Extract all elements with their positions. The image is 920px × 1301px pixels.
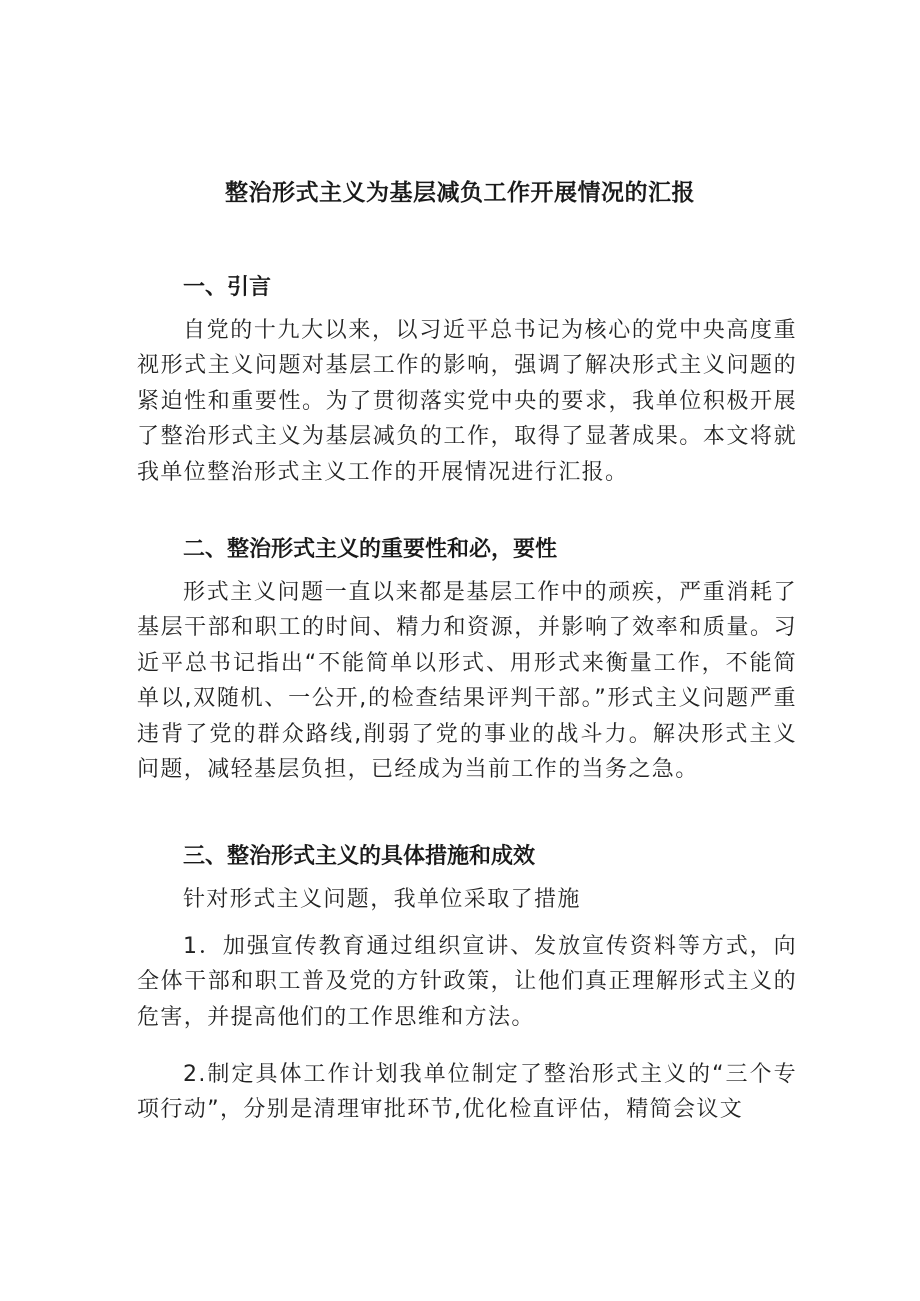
section-heading-introduction: 一、引言 xyxy=(183,275,272,300)
measures-intro-paragraph: 针对形式主义问题，我单位采取了措施 xyxy=(183,887,581,912)
measure-item-2: 2.制定具体工作计划我单位制定了整治形式主义的“三个专项行动”，分别是清理审批环节,优化检直评估，精简会议文 xyxy=(137,1062,797,1123)
section-heading-importance: 二、整治形式主义的重要性和必，要性 xyxy=(183,537,558,562)
introduction-paragraph: 自党的十九大以来，以习近平总书记为核心的党中央高度重视形式主义问题对基层工作的影响，强调了解决形式主义问题的紧迫性和重要性。为了贯彻落实党中央的要求，我单位积极开展了整治形式主义为基层减负的工作，取得了显著成果。本文将就我单位整治形式主义工作的开展情况进行汇报。 xyxy=(137,318,797,485)
importance-paragraph: 形式主义问题一直以来都是基层工作中的顽疾，严重消耗了基层干部和职工的时间、精力和资源，并影响了效率和质量。习近平总书记指出“不能简单以形式、用形式来衡量工作，不能简单以,双随机、一公开,的检查结果评判干部。”形式主义问题严重违背了党的群众路线,削弱了党的事业的战斗力。解决形式主义问题，减轻基层负担，已经成为当前工作的当务之急。 xyxy=(137,580,797,783)
measure-item-1: 1．加强宣传教育通过组织宣讲、发放宣传资料等方式，向全体干部和职工普及党的方针政策，让他们真正理解形式主义的危害，并提高他们的工作思维和方法。 xyxy=(137,934,797,1030)
section-heading-measures: 三、整治形式主义的具体措施和成效 xyxy=(183,844,536,869)
document-title: 整治形式主义为基层减负工作开展情况的汇报 xyxy=(225,180,695,206)
